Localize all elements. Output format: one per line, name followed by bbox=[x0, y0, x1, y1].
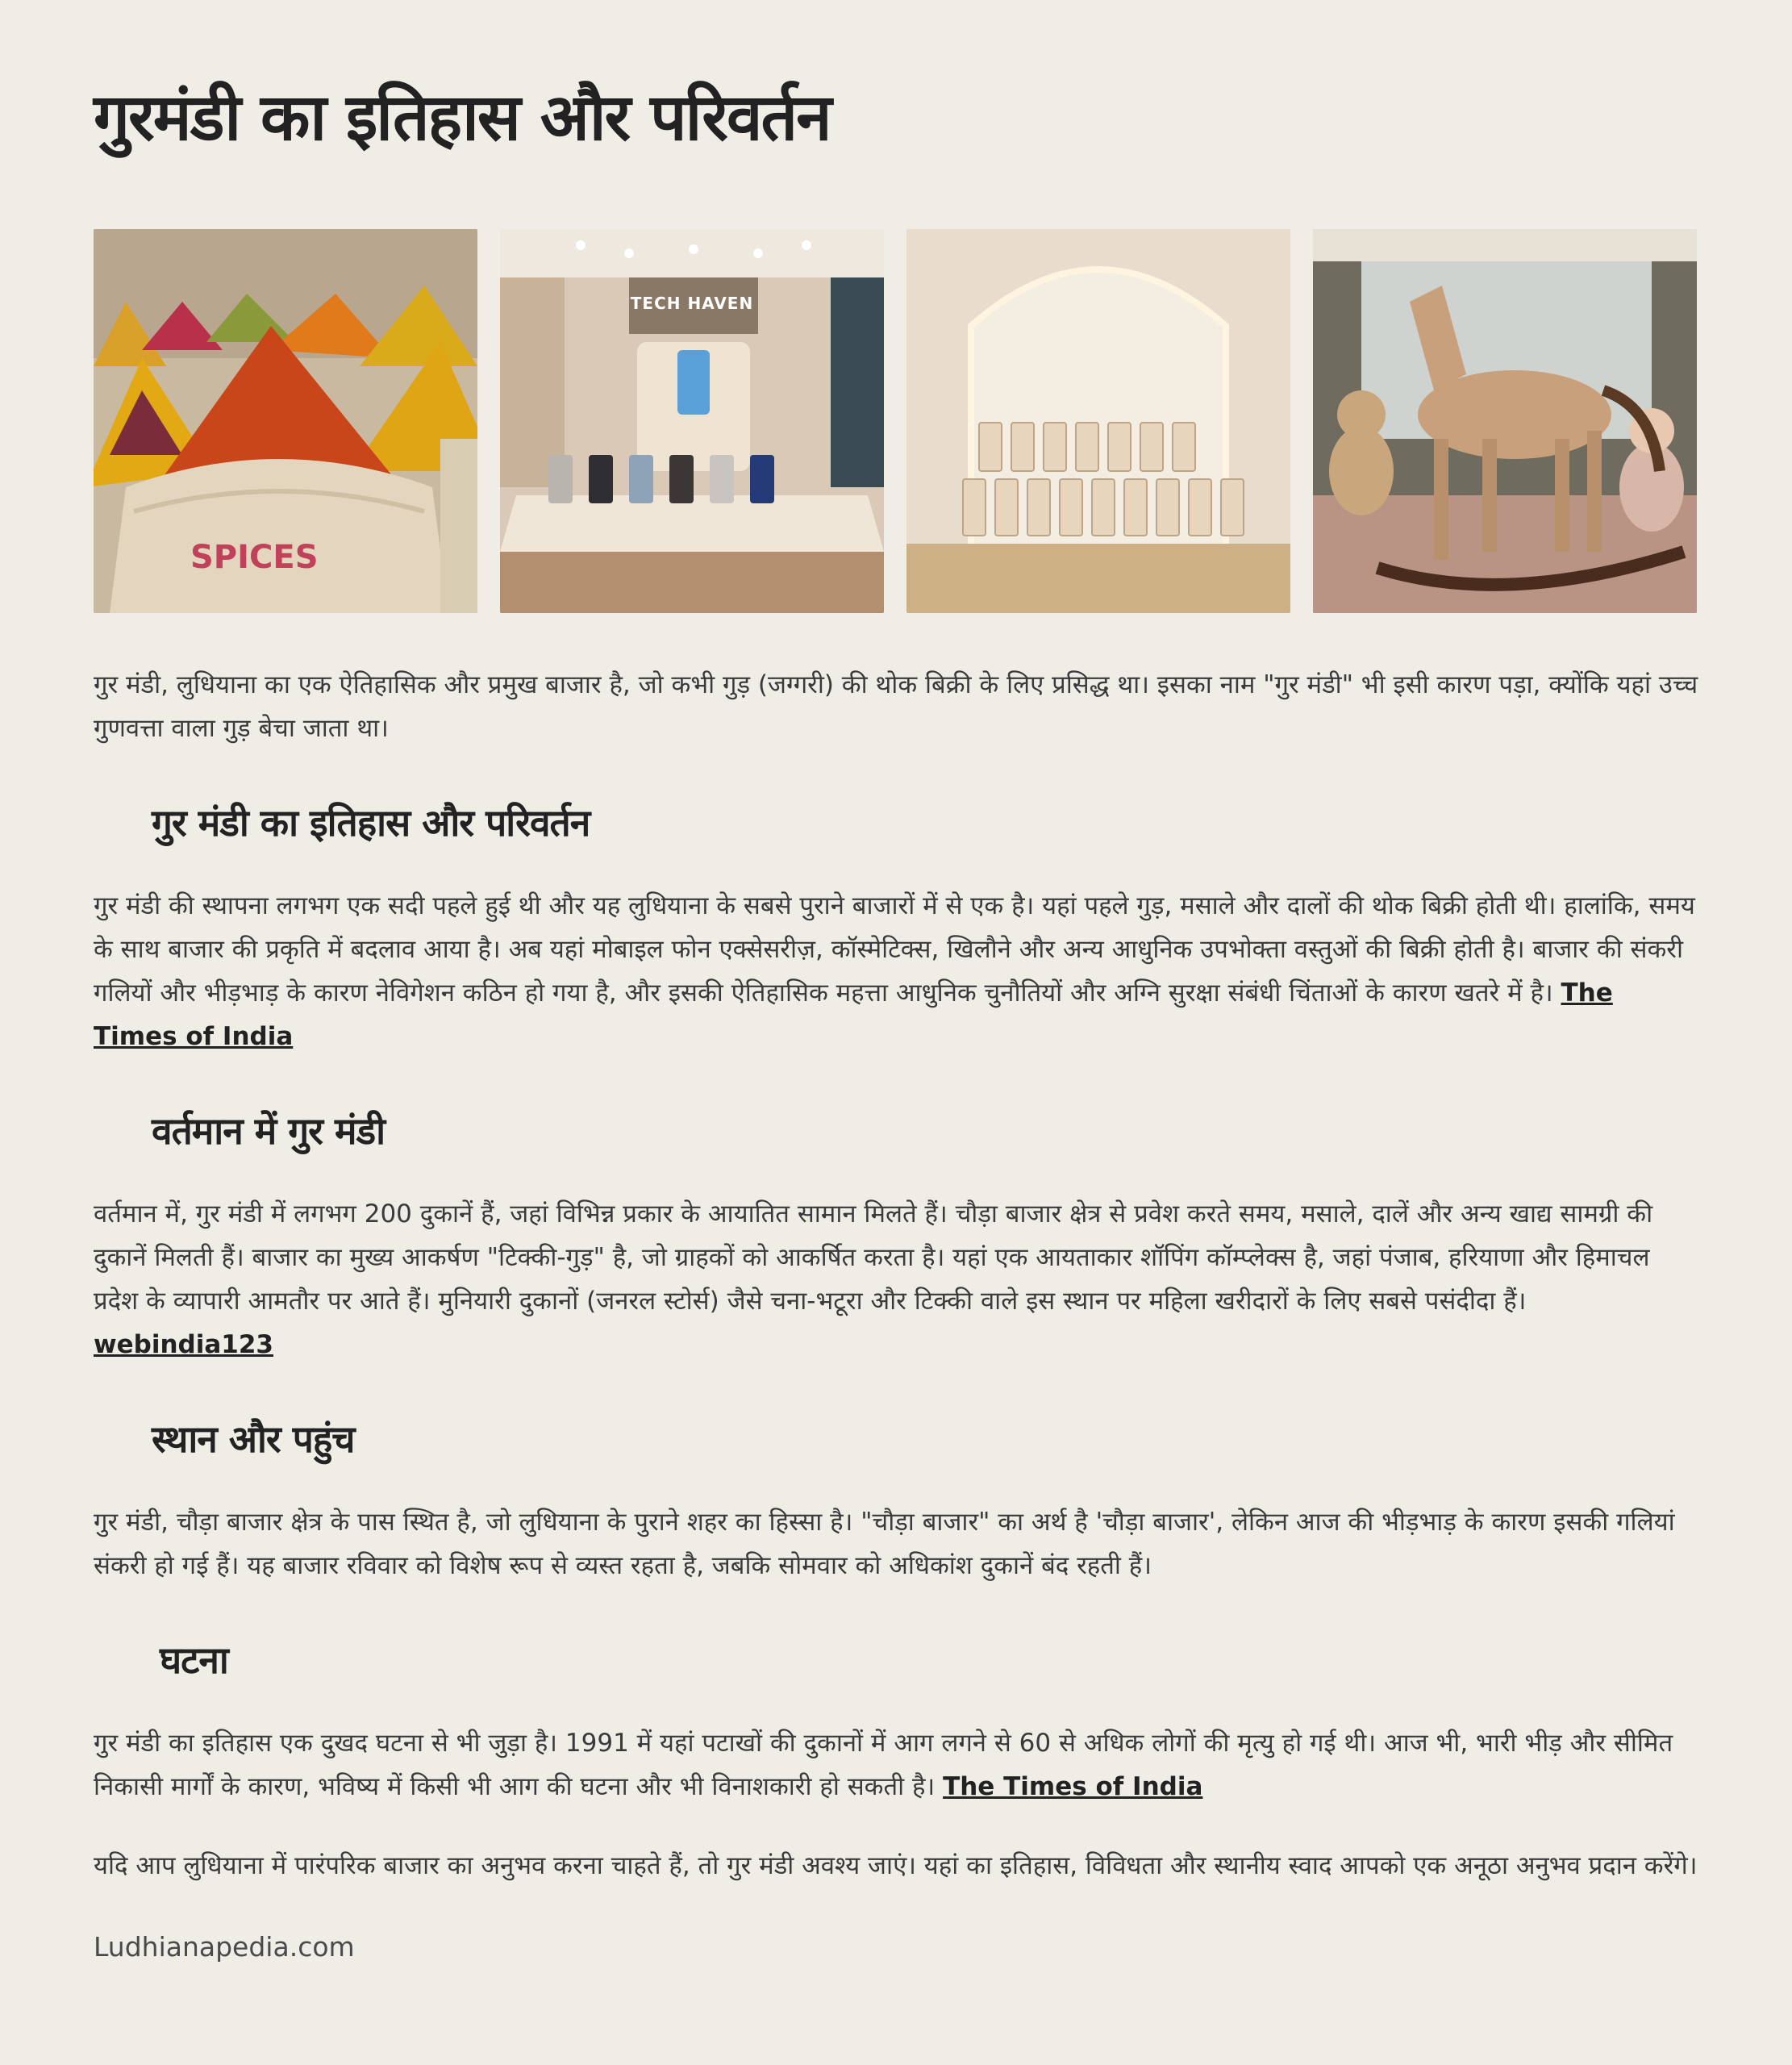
section-location bbox=[94, 1413, 1698, 1587]
section-present bbox=[94, 1105, 1698, 1366]
toys-image bbox=[1313, 229, 1697, 613]
section-body: गुर मंडी, चौड़ा बाजार क्षेत्र के पास स्थित है, जो लुधियाना के पुराने शहर का हिस्सा है। "चौड़ा बाजार" का अर्थ है 'चौड़ा बाजार', लेकिन आज की भीड़भाड़ के कारण इसकी गलियां संकरी हो गई हैं। यह बाजार रविवार को विशेष रूप से व्यस्त रहता है, जबकि सोमवार को अधिकांश दुकानें बंद रहती हैं। bbox=[94, 1508, 1675, 1580]
section-history bbox=[94, 797, 1698, 1058]
image-gallery bbox=[94, 229, 1698, 613]
section-body: वर्तमान में, गुर मंडी में लगभग 200 दुकानें हैं, जहां विभिन्न प्रकार के आयातित सामान मिलते हैं। चौड़ा बाजार क्षेत्र से प्रवेश करते समय, मसाले, दालें और अन्य खाद्य सामग्री की दुकानें मिलती हैं। बाजार का मुख्य आकर्षण "टिक्की-गुड़" है, जो ग्राहकों को आकर्षित करता है। यहां एक आयताकार शॉपिंग कॉम्प्लेक्स है, जहां पंजाब, हरियाणा और हिमाचल प्रदेश के व्यापारी आमतौर पर आते हैं। मुनियारी दुकानों (जनरल स्टोर्स) जैसे चना-भटूरा और टिक्की वाले इस स्थान पर महिला खरीदारों के लिए सबसे पसंदीदा हैं। webindia123 bbox=[94, 1199, 1653, 1359]
section-body: गुर मंडी की स्थापना लगभग एक सदी पहले हुई थी और यह लुधियाना के सबसे पुराने बाजारों में से एक है। यहां पहले गुड़, मसाले और दालों की थोक बिक्री होती थी। हालांकि, समय के साथ बाजार की प्रकृति में बदलाव आया है। अब यहां मोबाइल फोन एक्सेसरीज़, कॉस्मेटिक्स, खिलौने और अन्य आधुनिक उपभोक्ता वस्तुओं की बिक्री होती है। बाजार की संकरी गलियों और भीड़भाड़ के कारण नेविगेशन कठिन हो गया है, और इसकी ऐतिहासिक महत्ता आधुनिक चुनौतियों और अग्नि सुरक्षा संबंधी चिंताओं के कारण खतरे में है। The Times of India bbox=[94, 891, 1695, 1051]
store-sign: TECH HAVEN bbox=[630, 294, 754, 313]
section-incident bbox=[94, 1634, 1698, 1808]
svg-text:SPICES: SPICES bbox=[190, 539, 319, 576]
mobile-store-image bbox=[500, 229, 884, 613]
intro-paragraph: गुर मंडी, लुधियाना का एक ऐतिहासिक और प्रमुख बाजार है, जो कभी गुड़ (जग्गरी) की थोक बिक्री के लिए प्रसिद्ध था। इसका नाम "गुर मंडी" भी इसी कारण पड़ा, क्योंकि यहां उच्च गुणवत्ता वाला गुड़ बेचा जाता था। bbox=[94, 670, 1698, 743]
page-title: गुरमंडी का इतिहास और परिवर्तन bbox=[94, 80, 831, 155]
source-link[interactable]: The Times of India bbox=[943, 1772, 1203, 1801]
section-heading: घटना bbox=[160, 1638, 228, 1682]
section-heading: गुर मंडी का इतिहास और परिवर्तन bbox=[152, 801, 590, 845]
section-heading: स्थान और पहुंच bbox=[152, 1417, 355, 1461]
cosmetics-image bbox=[906, 229, 1290, 613]
source-link[interactable]: The Times of India bbox=[94, 978, 1613, 1051]
closing-paragraph: यदि आप लुधियाना में पारंपरिक बाजार का अनुभव करना चाहते हैं, तो गुर मंडी अवश्य जाएं। यहां का इतिहास, विविधता और स्थानीय स्वाद आपको एक अनूठा अनुभव प्रदान करेंगे। bbox=[94, 1851, 1698, 1880]
spices-image bbox=[94, 229, 477, 613]
site-name: Ludhianapedia.com bbox=[94, 1931, 355, 1963]
section-heading: वर्तमान में गुर मंडी bbox=[152, 1109, 385, 1153]
section-body: गुर मंडी का इतिहास एक दुखद घटना से भी जुड़ा है। 1991 में यहां पटाखों की दुकानों में आग लगने से 60 से अधिक लोगों की मृत्यु हो गई थी। आज भी, भारी भीड़ और सीमित निकासी मार्गों के कारण, भविष्य में किसी भी आग की घटना और भी विनाशकारी हो सकती है। The Times of India bbox=[94, 1729, 1673, 1801]
source-link[interactable]: webindia123 bbox=[94, 1330, 273, 1359]
